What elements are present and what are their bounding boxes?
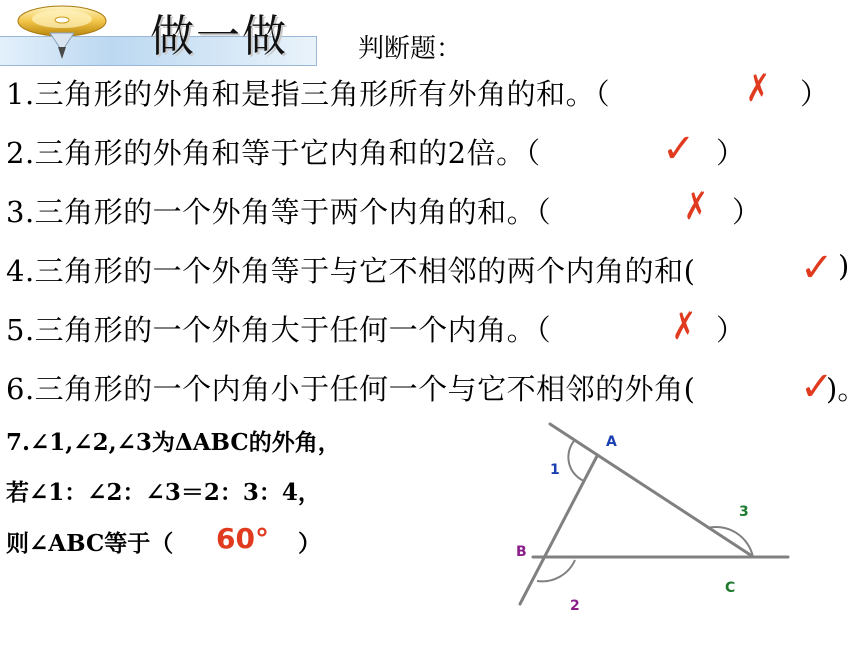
wrong-mark-icon: ✗: [745, 66, 770, 110]
vertex-c-label: C: [725, 580, 736, 596]
problem-7-line-1: 7.∠1,∠2,∠3为ΔABC的外角，: [6, 429, 341, 456]
question-4-text: 4.三角形的一个外角等于与它不相邻的两个内角的和(: [6, 254, 696, 288]
vertex-a-label: A: [606, 434, 617, 450]
question-2-text: 2.三角形的外角和等于它内角和的2倍。（: [6, 136, 541, 170]
question-2-close: ）: [716, 136, 746, 170]
wrong-mark-icon: ✗: [683, 184, 708, 228]
problem-7-line-3: 则∠ABC等于（: [6, 530, 174, 557]
check-mark-icon: ✓: [800, 364, 834, 410]
check-mark-icon: ✓: [800, 245, 834, 291]
question-1-close: ）: [800, 77, 830, 111]
section-title: 做一做: [150, 11, 288, 62]
vertex-b-label: B: [516, 544, 527, 560]
question-1-text: 1.三角形的外角和是指三角形所有外角的和。（: [6, 77, 611, 111]
angle-1-label: 1: [550, 462, 560, 478]
problem-7-close: ）: [298, 530, 321, 557]
question-3-close: ）: [732, 195, 762, 229]
question-5-text: 5.三角形的一个外角大于任何一个内角。（: [6, 313, 552, 347]
angle-3-label: 3: [739, 504, 749, 520]
check-mark-icon: ✓: [662, 126, 696, 172]
question-5-close: ）: [716, 313, 746, 347]
question-4-close: ): [838, 249, 850, 283]
angle-1-arc: [568, 441, 584, 481]
question-3-text: 3.三角形的一个外角等于两个内角的和。（: [6, 195, 552, 229]
question-6-close: )。: [826, 372, 866, 406]
subtitle: 判断题：: [358, 34, 463, 64]
problem-7-line-2: 若∠1：∠2：∠3＝2：3：4，: [6, 479, 321, 506]
wrong-mark-icon: ✗: [671, 304, 696, 348]
angle-2-label: 2: [570, 598, 580, 614]
line-ab-extended: [520, 456, 597, 604]
question-6-text: 6.三角形的一个内角小于任何一个与它不相邻的外角(: [6, 372, 696, 406]
problem-7-answer: 60°: [216, 522, 269, 555]
